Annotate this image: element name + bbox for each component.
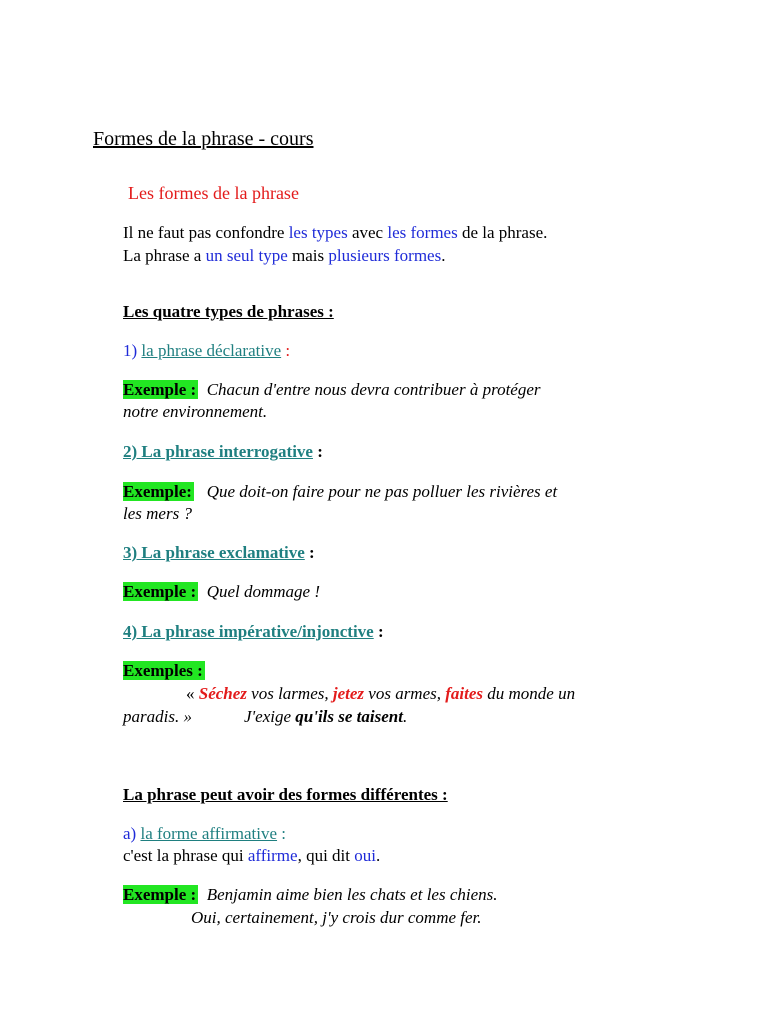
type-3-name: 3) La phrase exclamative — [123, 543, 305, 562]
type-4-example-line-2 — [123, 707, 407, 727]
form-a-example-line-1 — [123, 885, 498, 905]
intro-text: Il ne faut pas confondre — [123, 223, 289, 242]
form-a-colon: : — [277, 824, 287, 843]
type-1-heading — [123, 341, 290, 361]
type-1-example-line-2: notre environnement. — [123, 402, 268, 421]
type-4-example-label — [123, 661, 205, 681]
example-text: du monde un — [483, 684, 576, 703]
example-text: Que doit-on faire pour ne pas polluer les rivières et — [206, 482, 558, 501]
type-4-name: 4) La phrase impérative/injonctive — [123, 622, 374, 641]
intro-highlight-types: les types — [288, 223, 348, 242]
intro-line-1 — [123, 223, 547, 243]
example-label: Exemple : — [123, 380, 197, 399]
type-2-example-line-1 — [123, 482, 557, 502]
example-text: paradis. » — [123, 707, 192, 726]
type-1-number: 1) — [123, 341, 142, 360]
verb-sechez: Séchez — [198, 684, 247, 703]
intro-text: de la phrase. — [457, 223, 548, 242]
example-text: Chacun d'entre nous devra contribuer à protéger — [206, 380, 541, 399]
forms-heading: La phrase peut avoir des formes différentes : — [123, 785, 448, 804]
type-4-colon: : — [373, 622, 384, 641]
type-2-example-line-2: les mers ? — [123, 504, 192, 523]
type-2-colon: : — [312, 442, 323, 461]
type-1-example-line-1 — [123, 380, 541, 400]
intro-highlight-one-type: un seul type — [205, 246, 288, 265]
intro-text: . — [441, 246, 446, 265]
type-3-example — [123, 582, 320, 602]
desc-text: . — [375, 846, 381, 865]
desc-affirme: affirme — [247, 846, 298, 865]
type-3-colon: : — [304, 543, 315, 562]
example-text: Quel dommage ! — [206, 582, 320, 601]
example-text: vos larmes, — [246, 684, 333, 703]
intro-text: mais — [287, 246, 329, 265]
type-2-name: 2) La phrase interrogative — [123, 442, 313, 461]
type-1-colon: : — [281, 341, 291, 360]
quote-open: « — [186, 684, 199, 703]
desc-oui: oui — [354, 846, 376, 865]
example-text: Benjamin aime bien les chats et les chiens. — [206, 885, 498, 904]
form-a-example-line-2: Oui, certainement, j'y crois dur comme fer. — [191, 908, 482, 927]
example-label: Exemples : — [123, 661, 203, 680]
verb-faites: faites — [445, 684, 484, 703]
example-text: . — [402, 707, 408, 726]
form-a-description — [123, 846, 380, 866]
example-label: Exemple: — [123, 482, 192, 501]
example-text: J'exige — [243, 707, 296, 726]
intro-text: avec — [347, 223, 388, 242]
example-label: Exemple : — [123, 582, 197, 601]
intro-line-2 — [123, 246, 445, 266]
page-title: Formes de la phrase - cours — [93, 128, 314, 150]
type-1-name: la phrase déclarative — [141, 341, 282, 360]
intro-highlight-forms: les formes — [387, 223, 458, 242]
type-2-heading — [123, 442, 323, 462]
desc-text: c'est la phrase qui — [123, 846, 248, 865]
desc-text: , qui dit — [297, 846, 355, 865]
intro-text: La phrase a — [123, 246, 206, 265]
intro-highlight-several-forms: plusieurs formes — [328, 246, 442, 265]
section-subtitle: Les formes de la phrase — [128, 183, 299, 203]
form-a-number: a) — [123, 824, 141, 843]
type-4-example-line-1 — [186, 684, 575, 704]
form-a-heading — [123, 824, 286, 844]
example-emphasis: qu'ils se taisent — [295, 707, 403, 726]
types-heading: Les quatre types de phrases : — [123, 302, 334, 321]
verb-jetez: jetez — [332, 684, 365, 703]
example-label: Exemple : — [123, 885, 197, 904]
form-a-name: la forme affirmative — [140, 824, 278, 843]
example-text: vos armes, — [364, 684, 446, 703]
type-3-heading — [123, 543, 315, 563]
type-4-heading — [123, 622, 384, 642]
